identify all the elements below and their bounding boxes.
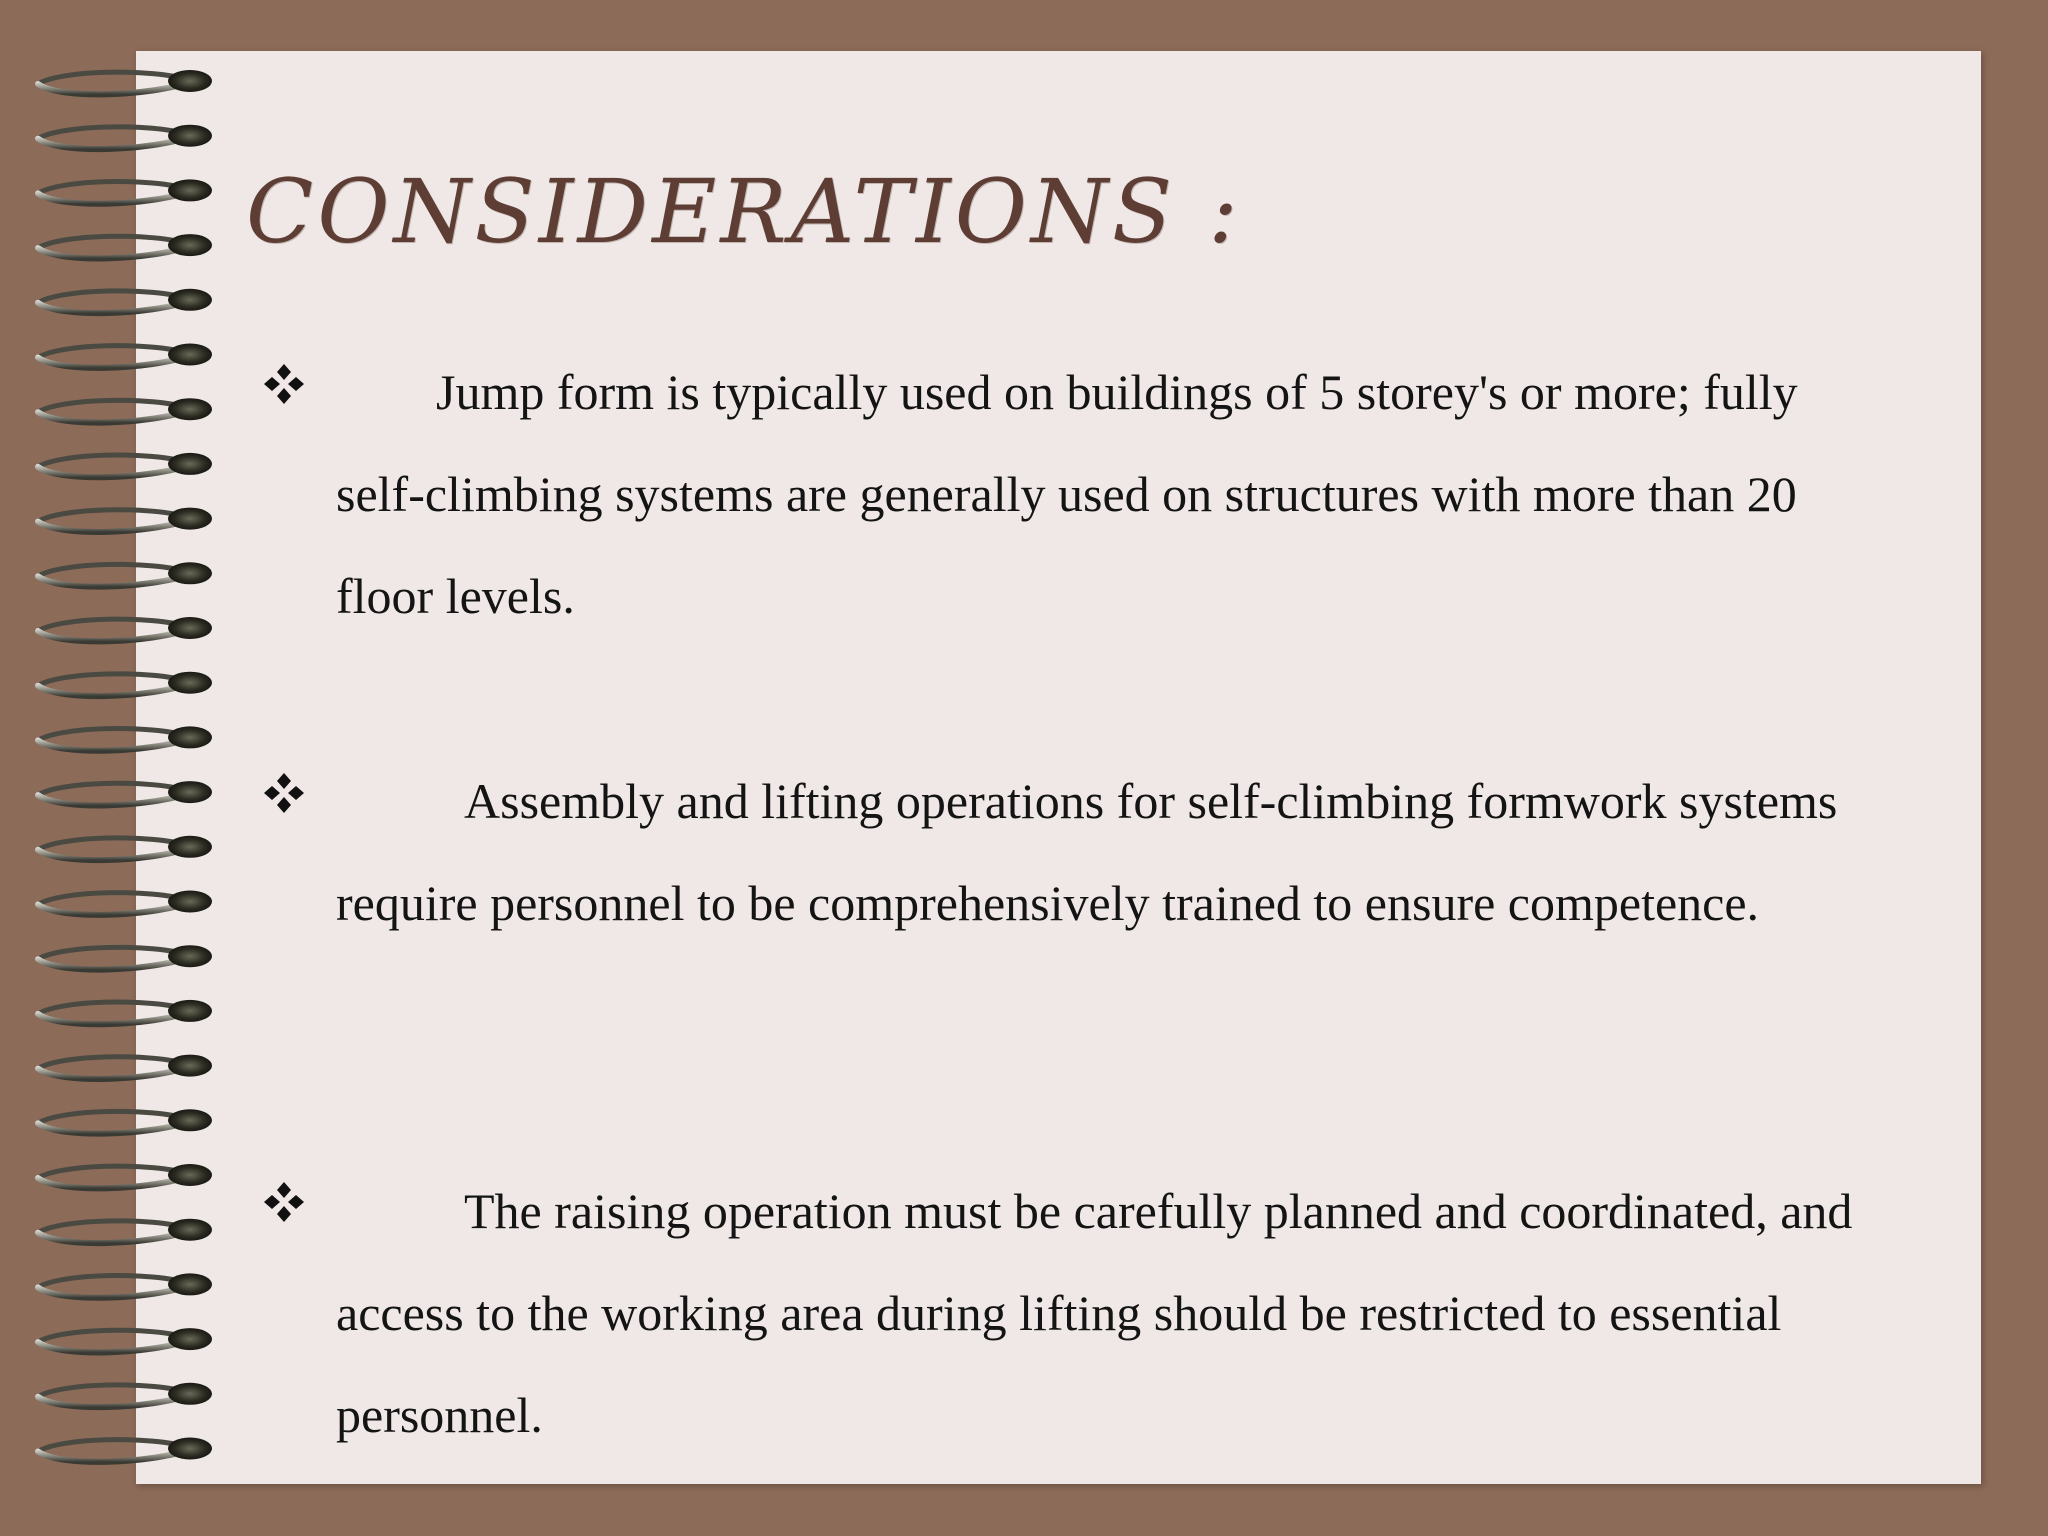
spiral-ring <box>38 179 212 203</box>
spiral-ring <box>38 289 212 313</box>
spiral-ring <box>38 1383 212 1407</box>
page-title: CONSIDERATIONS : <box>246 160 1242 263</box>
spiral-ring <box>38 1164 212 1188</box>
spiral-ring <box>38 125 212 149</box>
spiral-ring <box>38 344 212 368</box>
four-diamond-bullet-icon <box>262 1180 306 1224</box>
spiral-ring <box>38 945 212 969</box>
spiral-ring <box>38 1000 212 1024</box>
bullet-paragraph-1 <box>336 341 1896 647</box>
spiral-ring <box>38 562 212 586</box>
spiral-ring <box>38 508 212 532</box>
four-diamond-bullet-icon <box>262 771 306 815</box>
spiral-ring <box>38 1273 212 1297</box>
spiral-binding <box>0 0 240 1536</box>
spiral-ring <box>38 1109 212 1133</box>
spiral-ring <box>38 672 212 696</box>
spiral-ring <box>38 836 212 860</box>
bullet-text: Jump form is typically used on buildings of 5 storey's or more; fully self-climbing systems are generally used on structures with more than 20 floor levels. <box>336 364 1798 624</box>
bullet-paragraph-3 <box>336 1160 1896 1466</box>
bullet-text: Assembly and lifting operations for self-climbing formwork systems require personnel to be comprehensively trained to ensure competence. <box>336 773 1838 931</box>
bullet-text: The raising operation must be carefully planned and coordinated, and access to the working area during lifting should be restricted to essential personnel. <box>336 1183 1853 1443</box>
bullet-paragraph-2 <box>336 750 1896 954</box>
spiral-ring <box>38 1438 212 1462</box>
spiral-ring <box>38 617 212 641</box>
spiral-ring <box>38 781 212 805</box>
spiral-ring <box>38 1055 212 1079</box>
spiral-ring <box>38 70 212 94</box>
spiral-ring <box>38 398 212 422</box>
spiral-ring <box>38 234 212 258</box>
spiral-ring <box>38 1219 212 1243</box>
four-diamond-bullet-icon <box>262 362 306 406</box>
spiral-ring <box>38 891 212 915</box>
spiral-ring <box>38 453 212 477</box>
spiral-ring <box>38 1328 212 1352</box>
spiral-ring <box>38 726 212 750</box>
